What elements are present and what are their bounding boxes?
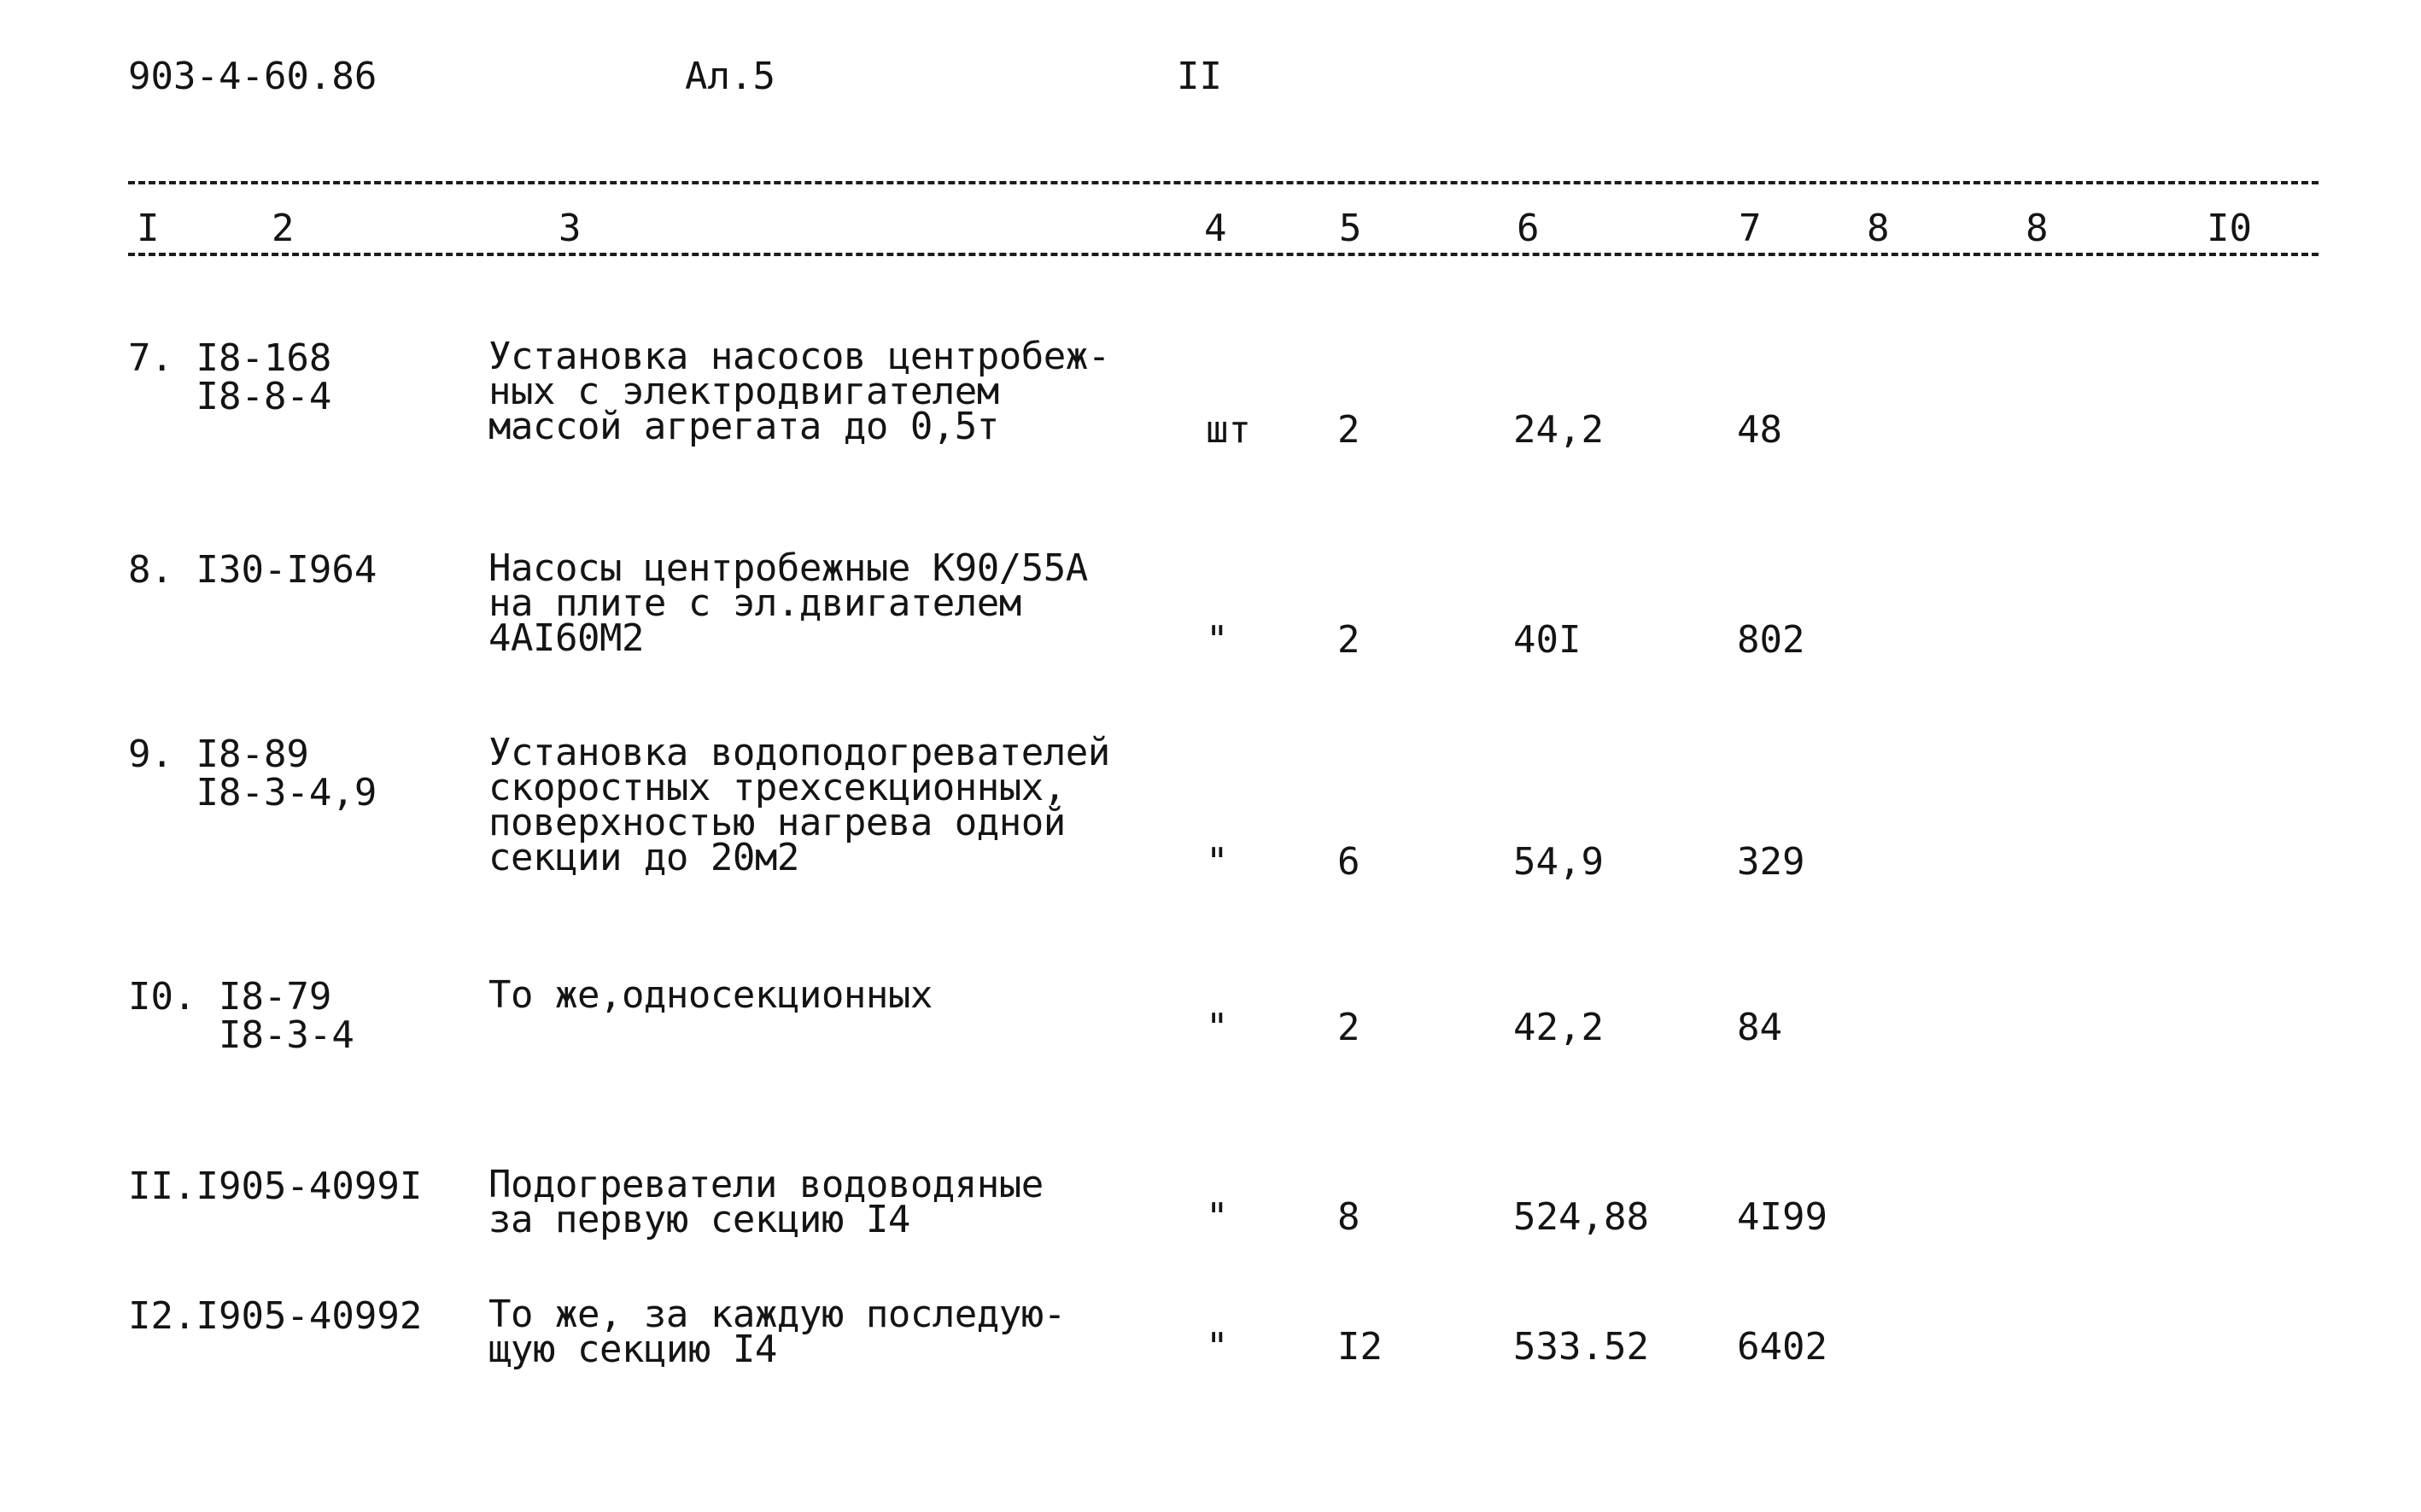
- row-number-code: 9. I8-89 I8-3-4,9: [128, 733, 377, 814]
- work-description: Установка насосов центробеж- ных с электродвигателем массой агрегата до 0,5т: [488, 335, 1110, 448]
- row-number-code: I0. I8-79 I8-3-4: [128, 975, 354, 1057]
- header-rule-top: [128, 181, 2319, 184]
- work-description: То же,односекционных: [488, 973, 933, 1017]
- column-number: 7: [1739, 207, 1762, 250]
- work-description: Установка водоподогревателей скоростных трехсекционных, поверхностью нагрева одной секции до 20м2: [488, 731, 1110, 879]
- total-cost: 84: [1737, 1006, 1782, 1049]
- total-cost: 4I99: [1737, 1195, 1827, 1239]
- unit: ": [1206, 1195, 1229, 1239]
- work-description: Подогреватели водоводяные за первую секцию I4: [488, 1163, 1044, 1241]
- column-number: I: [137, 207, 160, 250]
- page-number: II: [1177, 55, 1222, 98]
- work-description: То же, за каждую последую- щую секцию I4: [488, 1293, 1066, 1371]
- total-cost: 48: [1737, 408, 1782, 452]
- unit-price: 54,9: [1513, 840, 1604, 884]
- total-cost: 802: [1737, 618, 1805, 662]
- column-number: 5: [1339, 207, 1362, 250]
- unit: ": [1206, 1006, 1229, 1049]
- column-number: 6: [1517, 207, 1540, 250]
- total-cost: 329: [1737, 840, 1805, 884]
- unit-price: 524,88: [1513, 1195, 1649, 1239]
- column-number: 2: [272, 207, 295, 250]
- quantity: 2: [1337, 408, 1360, 452]
- row-number-code: 7. I8-168 I8-8-4: [128, 336, 332, 418]
- album-label: Ал.5: [685, 55, 775, 98]
- column-number: 4: [1204, 207, 1227, 250]
- column-number: I0: [2207, 207, 2252, 250]
- unit-price: 42,2: [1513, 1006, 1604, 1049]
- unit-price: 24,2: [1513, 408, 1604, 452]
- column-number: 8: [2026, 207, 2049, 250]
- unit: ": [1206, 618, 1229, 662]
- quantity: 8: [1337, 1195, 1360, 1239]
- unit: ": [1206, 1325, 1229, 1369]
- work-description: Насосы центробежные К90/55А на плите с эл.двигателем 4АI60М2: [488, 546, 1088, 660]
- header-rule-bottom: [128, 253, 2319, 256]
- row-number-code: I2.I905-40992: [128, 1294, 423, 1338]
- quantity: 6: [1337, 840, 1360, 884]
- column-number: 8: [1867, 207, 1890, 250]
- row-number-code: 8. I30-I964: [128, 548, 377, 592]
- quantity: I2: [1337, 1325, 1383, 1369]
- quantity: 2: [1337, 1006, 1360, 1049]
- quantity: 2: [1337, 618, 1360, 662]
- total-cost: 6402: [1737, 1325, 1827, 1369]
- unit-price: 533.52: [1513, 1325, 1649, 1369]
- row-number-code: II.I905-4099I: [128, 1165, 423, 1208]
- unit: шт: [1206, 408, 1251, 452]
- column-number: 3: [558, 207, 582, 250]
- unit-price: 40I: [1513, 618, 1582, 662]
- document-code: 903-4-60.86: [128, 55, 377, 98]
- unit: ": [1206, 840, 1229, 884]
